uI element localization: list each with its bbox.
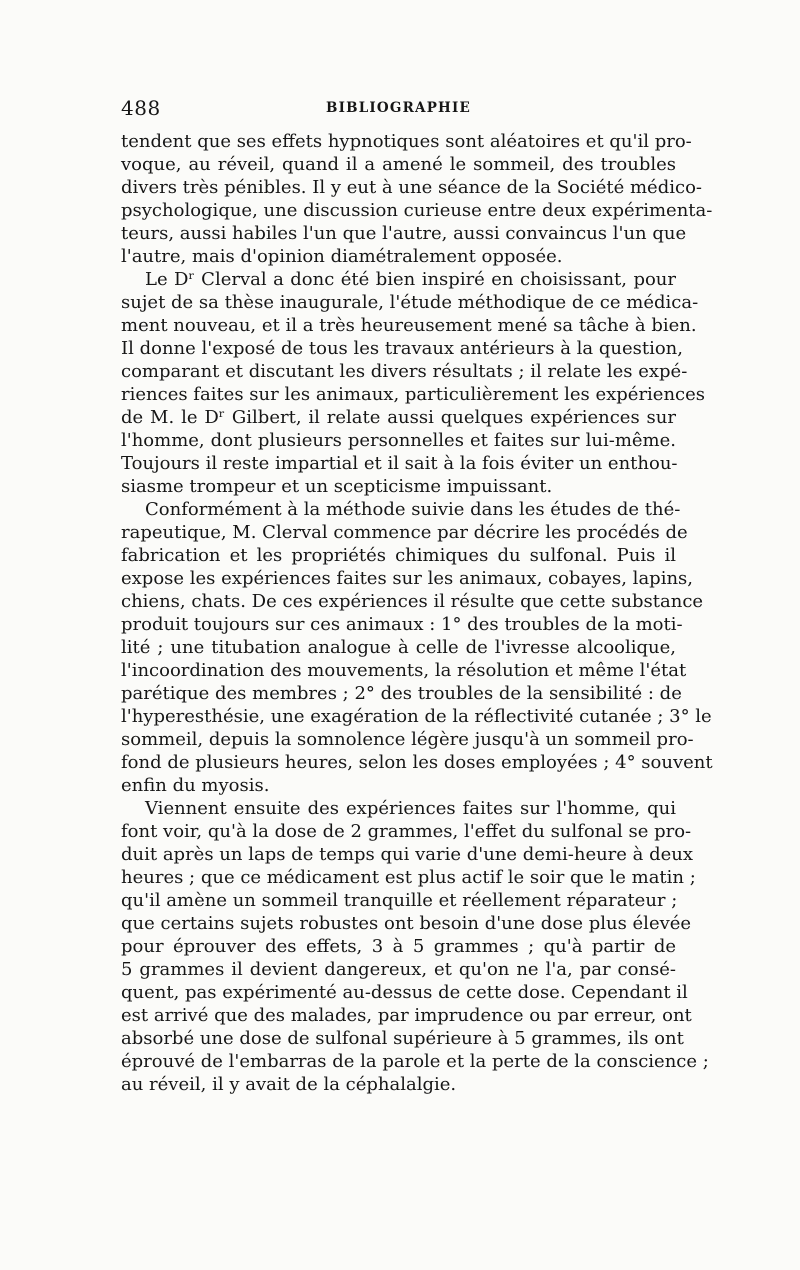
body-text <box>121 130 713 1096</box>
text-line: parétique des membres ; 2° des troubles de la sensibilité : de <box>121 683 682 704</box>
text-line: lité ; une titubation analogue à celle de l'ivresse alcoolique, <box>121 637 676 658</box>
text-line: Il donne l'exposé de tous les travaux antérieurs à la question, <box>121 338 683 359</box>
text-line: produit toujours sur ces animaux : 1° des troubles de la moti- <box>121 614 683 635</box>
text-line: heures ; que ce médicament est plus actif le soir que le matin ; <box>121 867 696 888</box>
running-title: BIBLIOGRAPHIE <box>325 100 472 116</box>
text-line: ment nouveau, et il a très heureusement mené sa tâche à bien. <box>121 315 697 336</box>
text-line: riences faites sur les animaux, particulièrement les expériences <box>121 384 706 405</box>
text-line: siasme trompeur et un scepticisme impuissant. <box>121 476 553 497</box>
text-line: pour éprouver des effets, 3 à 5 grammes ; qu'à partir de <box>121 936 676 957</box>
text-line: qu'il amène un sommeil tranquille et réellement réparateur ; <box>121 890 678 911</box>
text-line: que certains sujets robustes ont besoin d'une dose plus élevée <box>121 913 692 934</box>
text-line: divers très pénibles. Il y eut à une séance de la Société médico- <box>121 177 702 198</box>
text-line: comparant et discutant les divers résultats ; il relate les expé- <box>121 361 688 382</box>
text-line: voque, au réveil, quand il a amené le sommeil, des troubles <box>121 154 676 175</box>
text-line: fabrication et les propriétés chimiques du sulfonal. Puis il <box>121 545 676 566</box>
text-line: font voir, qu'à la dose de 2 grammes, l'effet du sulfonal se pro- <box>121 821 692 842</box>
text-line: Conformément à la méthode suivie dans les études de thé- <box>145 499 681 520</box>
text-line: rapeutique, M. Clerval commence par décrire les procédés de <box>121 522 688 543</box>
text-line: duit après un laps de temps qui varie d'une demi-heure à deux <box>121 844 694 865</box>
text-line: expose les expériences faites sur les animaux, cobayes, lapins, <box>121 568 694 589</box>
text-line: absorbé une dose de sulfonal supérieure à 5 grammes, ils ont <box>121 1028 684 1049</box>
text-line: l'hyperesthésie, une exagération de la réflectivité cutanée ; 3° le <box>121 706 712 727</box>
text-line: fond de plusieurs heures, selon les doses employées ; 4° souvent <box>121 752 713 773</box>
page-number: 488 <box>121 96 161 120</box>
text-line: enfin du myosis. <box>121 775 270 796</box>
text-line: 5 grammes il devient dangereux, et qu'on ne l'a, par consé- <box>121 959 676 980</box>
text-line: teurs, aussi habiles l'un que l'autre, aussi convaincus l'un que <box>121 223 687 244</box>
text-line: l'homme, dont plusieurs personnelles et faites sur lui-même. <box>121 430 676 451</box>
text-line: tendent que ses effets hypnotiques sont aléatoires et qu'il pro- <box>121 131 692 152</box>
running-head <box>121 96 676 126</box>
text-line: sommeil, depuis la somnolence légère jusqu'à un sommeil pro- <box>121 729 694 750</box>
text-line: chiens, chats. De ces expériences il résulte que cette substance <box>121 591 704 612</box>
text-line: psychologique, une discussion curieuse entre deux expérimenta- <box>121 200 713 221</box>
text-line: est arrivé que des malades, par imprudence ou par erreur, ont <box>121 1005 692 1026</box>
text-line: Viennent ensuite des expériences faites sur l'homme, qui <box>145 798 676 819</box>
text-line: l'incoordination des mouvements, la résolution et même l'état <box>121 660 687 681</box>
text-line: sujet de sa thèse inaugurale, l'étude méthodique de ce médica- <box>121 292 699 313</box>
text-line: au réveil, il y avait de la céphalalgie. <box>121 1074 457 1095</box>
text-line: de M. le Dʳ Gilbert, il relate aussi quelques expériences sur <box>121 407 676 428</box>
text-line: Le Dʳ Clerval a donc été bien inspiré en choisissant, pour <box>145 269 676 290</box>
text-line: l'autre, mais d'opinion diamétralement opposée. <box>121 246 563 267</box>
text-line: éprouvé de l'embarras de la parole et la perte de la conscience ; <box>121 1051 709 1072</box>
text-line: quent, pas expérimenté au-dessus de cette dose. Cependant il <box>121 982 688 1003</box>
text-line: Toujours il reste impartial et il sait à la fois éviter un enthou- <box>121 453 678 474</box>
